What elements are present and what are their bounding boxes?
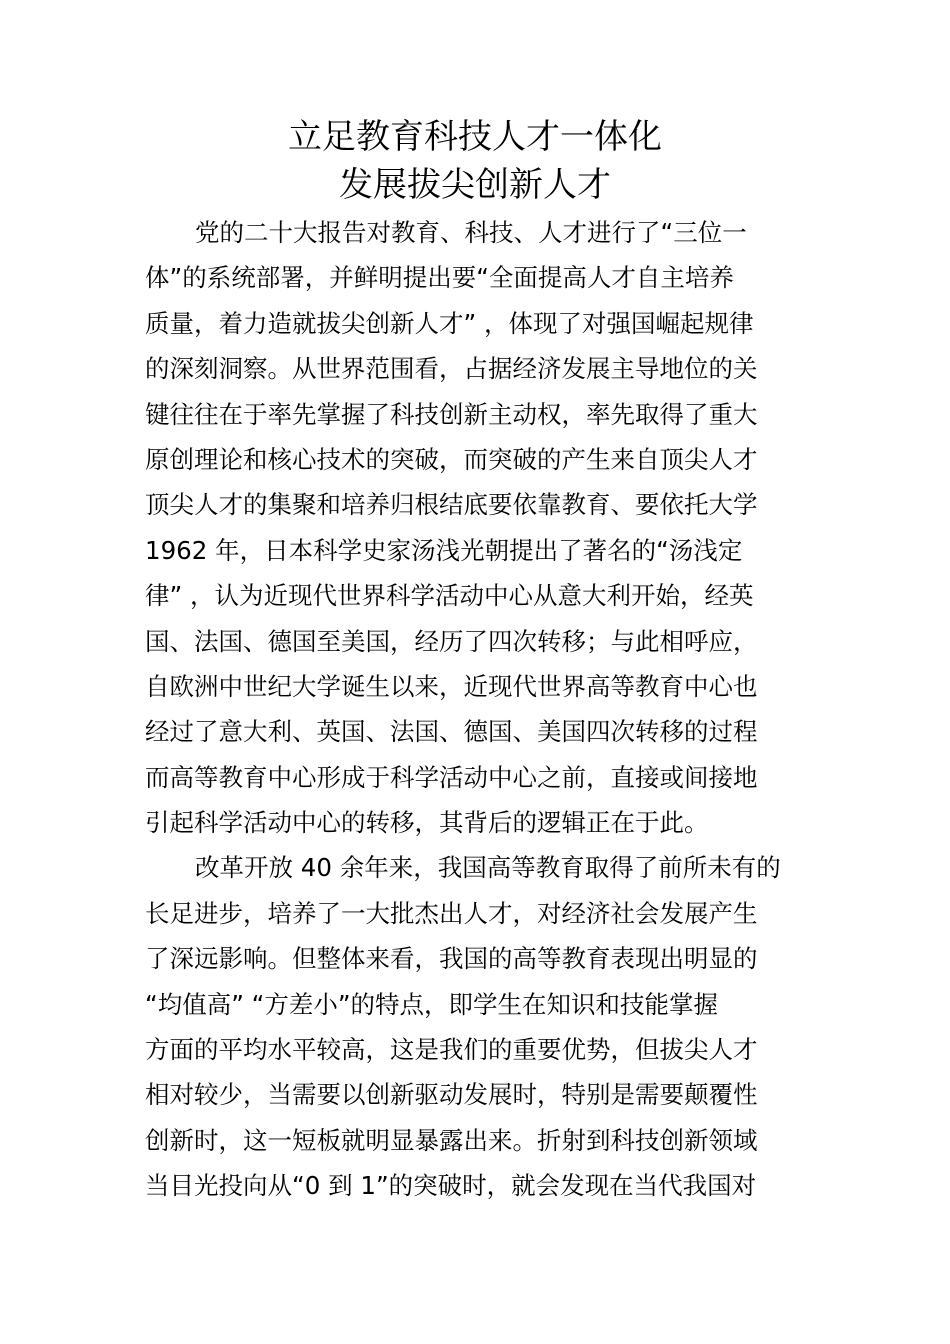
paragraph-line: 律” ，认为近现代世界科学活动中心从意大利开始，经英 <box>145 581 754 611</box>
paragraph-line: 而高等教育中心形成于科学活动中心之前，直接或间接地 <box>145 762 758 792</box>
paragraph-line: 的深刻洞察。从世界范围看，占据经济发展主导地位的关 <box>145 354 758 384</box>
paragraph-1 <box>145 210 810 845</box>
paragraph-line: 体”的系统部署，并鲜明提出要“全面提高人才自主培养 <box>145 263 734 293</box>
paragraph-line: 创新时，这一短板就明显暴露出来。折射到科技创新领域 <box>145 1125 758 1155</box>
paragraph-line: 原创理论和核心技术的突破，而突破的产生来自顶尖人才 <box>145 444 758 474</box>
paragraph-line: 质量，着力造就拔尖创新人才” ，体现了对强国崛起规律 <box>145 308 754 338</box>
paragraph-line: 顶尖人才的集聚和培养归根结底要依靠教育、要依托大学 <box>145 490 758 520</box>
paragraph-line: 长足进步，培养了一大批杰出人才，对经济社会发展产生 <box>145 898 758 928</box>
paragraph-line: 相对较少，当需要以创新驱动发展时，特别是需要颠覆性 <box>145 1080 758 1110</box>
paragraph-2 <box>145 845 810 1208</box>
document-title <box>0 113 950 209</box>
paragraph-line: 经过了意大利、英国、法国、德国、美国四次转移的过程 <box>145 717 758 747</box>
paragraph-line: 改革开放 40 余年来，我国高等教育取得了前所未有的 <box>195 853 781 883</box>
title-line-2: 发展拔尖创新人才 <box>339 165 611 205</box>
paragraph-line: 引起科学活动中心的转移，其背后的逻辑正在于此。 <box>145 808 709 838</box>
paragraph-line: 键往往在于率先掌握了科技创新主动权，率先取得了重大 <box>145 399 758 429</box>
paragraph-line: 1962 年，日本科学史家汤浅光朝提出了著名的“汤浅定 <box>145 535 743 565</box>
paragraph-line: 党的二十大报告对教育、科技、人才进行了“三位一 <box>195 218 747 247</box>
paragraph-line: “均值高” “方差小”的特点，即学生在知识和技能掌握 <box>145 989 719 1019</box>
document-body <box>145 210 810 1209</box>
paragraph-line: 了深远影响。但整体来看，我国的高等教育表现出明显的 <box>145 944 758 974</box>
paragraph-line: 方面的平均水平较高，这是我们的重要优势，但拔尖人才 <box>145 1035 758 1065</box>
paragraph-line: 国、法国、德国至美国，经历了四次转移；与此相呼应， <box>145 626 758 656</box>
paragraph-line: 当目光投向从“0 到 1”的突破时，就会发现在当代我国对 <box>145 1171 757 1201</box>
paragraph-line: 自欧洲中世纪大学诞生以来，近现代世界高等教育中心也 <box>145 671 758 701</box>
title-line-1: 立足教育科技人才一体化 <box>288 117 662 157</box>
